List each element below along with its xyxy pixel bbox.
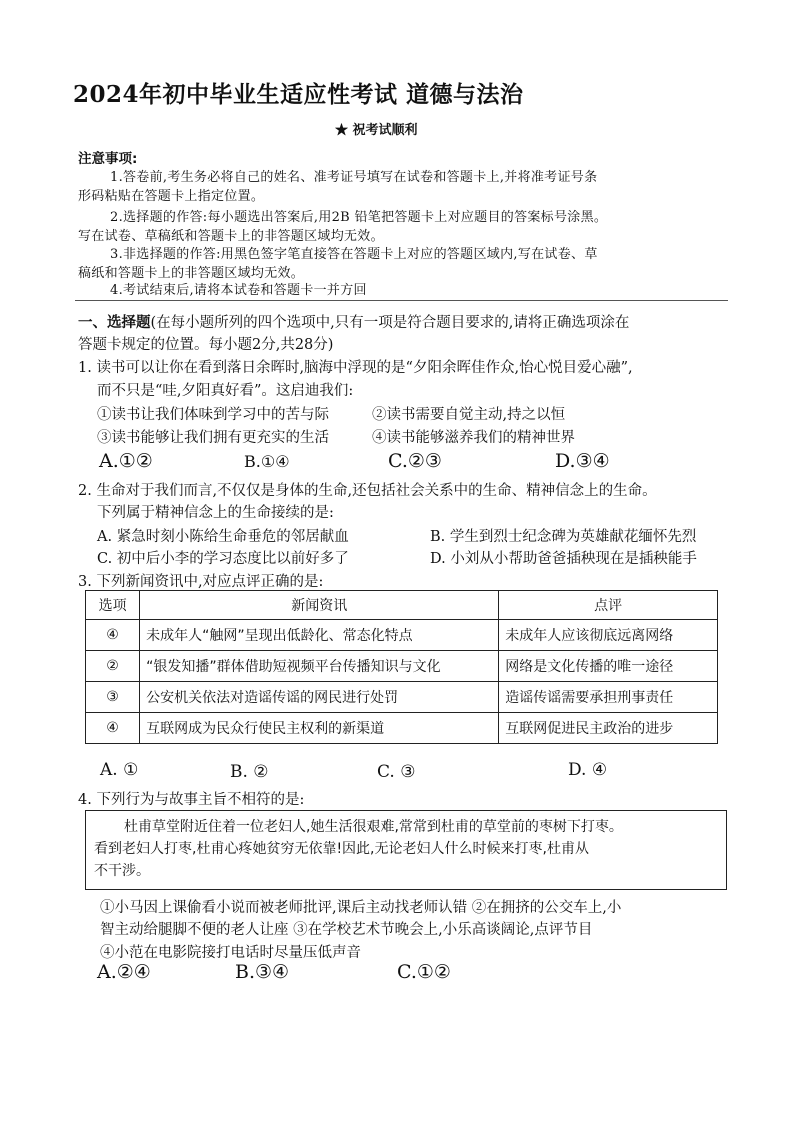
q2-option-b[interactable]: B. 学生到烈士纪念碑为英雄献花缅怀先烈 bbox=[430, 529, 697, 545]
table-cell: 未成年人应该彻底远离网络 bbox=[499, 620, 718, 651]
q4-option-c[interactable]: C.①② bbox=[397, 961, 451, 983]
table-cell: ② bbox=[86, 651, 140, 682]
q1-statement: ③读书能够让我们拥有更充实的生活 bbox=[97, 430, 329, 446]
table-cell: 互联网成为民众行使民主权利的新渠道 bbox=[140, 713, 499, 744]
story-line: 不干涉。 bbox=[94, 863, 150, 879]
section-desc-2: 答题卡规定的位置。每小题2分,共28分) bbox=[78, 337, 334, 353]
q3-stem: 3. 下列新闻资讯中,对应点评正确的是: bbox=[78, 574, 324, 590]
good-luck-line: ★ 祝考试顺利 bbox=[335, 123, 418, 138]
q2-option-a[interactable]: A. 紧急时刻小陈给生命垂危的邻居献血 bbox=[97, 529, 349, 545]
section-intro bbox=[78, 311, 629, 332]
q2-stem-2: 下列属于精神信念上的生命接续的是: bbox=[97, 505, 334, 521]
notice-heading: 注意事项: bbox=[78, 151, 138, 167]
story-line: 杜甫草堂附近住着一位老妇人,她生活很艰难,常常到杜甫的草堂前的枣树下打枣。 bbox=[124, 819, 623, 835]
exam-title: 2024年初中毕业生适应性考试 道德与法治 bbox=[73, 81, 524, 108]
table-header-row bbox=[86, 591, 718, 620]
story-line: 看到老妇人打枣,杜甫心疼她贫穷无依靠!因此,无论老妇人什么时候来打枣,杜甫从 bbox=[94, 841, 589, 857]
table-row bbox=[86, 682, 718, 713]
q2-stem: 2. 生命对于我们而言,不仅仅是身体的生命,还包括社会关系中的生命、精神信念上的生命。 bbox=[78, 483, 657, 499]
table-header: 新闻资讯 bbox=[140, 591, 499, 620]
notice-line: 形码粘贴在答题卡上指定位置。 bbox=[78, 189, 265, 204]
notice-line: 1.答卷前,考生务必将自己的姓名、准考证号填写在试卷和答题卡上,并将准考证号条 bbox=[110, 170, 598, 185]
news-table bbox=[85, 590, 718, 744]
q3-option-b[interactable]: B. ② bbox=[230, 762, 269, 782]
table-header: 选项 bbox=[86, 591, 140, 620]
q1-option-b[interactable]: B.①④ bbox=[244, 452, 290, 471]
q2-option-c[interactable]: C. 初中后小李的学习态度比以前好多了 bbox=[97, 551, 349, 567]
q4-statements-3: ④小范在电影院接打电话时尽量压低声音 bbox=[100, 945, 361, 961]
notice-line: 2.选择题的作答:每小题选出答案后,用2B 铅笔把答题卡上对应题目的答案标号涂黑。 bbox=[110, 210, 608, 225]
q4-option-b[interactable]: B.③④ bbox=[235, 961, 290, 983]
q1-stem: 1. 读书可以让你在看到落日余晖时,脑海中浮现的是“夕阳余晖佳作众,怡心悦目爱心融”, bbox=[78, 360, 633, 376]
table-cell: “银发知播”群体借助短视频平台传播知识与文化 bbox=[140, 651, 499, 682]
table-row bbox=[86, 713, 718, 744]
q1-statement: ②读书需要自觉主动,持之以恒 bbox=[372, 407, 566, 423]
notice-line: 4.考试结束后,请将本试卷和答题卡一并方回 bbox=[110, 283, 367, 298]
table-row bbox=[86, 651, 718, 682]
table-header: 点评 bbox=[499, 591, 718, 620]
table-cell: 造谣传谣需要承担刑事责任 bbox=[499, 682, 718, 713]
section-desc: (在每小题所列的四个选项中,只有一项是符合题目要求的,请将正确选项涂在 bbox=[150, 315, 630, 331]
divider-line bbox=[75, 300, 728, 301]
q1-option-c[interactable]: C.②③ bbox=[388, 450, 442, 472]
table-cell: ④ bbox=[86, 620, 140, 651]
q1-option-a[interactable]: A.①② bbox=[99, 450, 153, 472]
q1-option-d[interactable]: D.③④ bbox=[555, 450, 610, 472]
table-cell: ③ bbox=[86, 682, 140, 713]
table-cell: 网络是文化传播的唯一途径 bbox=[499, 651, 718, 682]
table-cell: 公安机关依法对造谣传谣的网民进行处罚 bbox=[140, 682, 499, 713]
q4-stem: 4. 下列行为与故事主旨不相符的是: bbox=[78, 792, 305, 808]
table-cell: ④ bbox=[86, 713, 140, 744]
q3-option-a[interactable]: A. ① bbox=[100, 760, 139, 780]
q1-stem-2: 而不只是“哇,夕阳真好看”。这启迪我们: bbox=[97, 383, 354, 399]
table-row bbox=[86, 620, 718, 651]
q2-option-d[interactable]: D. 小刘从小帮助爸爸插秧现在是插秧能手 bbox=[430, 551, 697, 567]
story-box bbox=[85, 810, 727, 890]
q3-option-d[interactable]: D. ④ bbox=[568, 760, 608, 780]
q4-statements-2: 智主动给腿脚不便的老人让座 ③在学校艺术节晚会上,小乐高谈阔论,点评节目 bbox=[100, 922, 593, 938]
notice-line: 稿纸和答题卡上的非答题区域均无效。 bbox=[78, 266, 305, 281]
q1-statement: ①读书让我们体味到学习中的苦与际 bbox=[97, 407, 329, 423]
q4-option-a[interactable]: A.②④ bbox=[97, 961, 151, 983]
notice-line: 3.非选择题的作答:用黑色签字笔直接答在答题卡上对应的答题区域内,写在试卷、草 bbox=[110, 247, 598, 262]
notice-line: 写在试卷、草稿纸和答题卡上的非答题区域均无效。 bbox=[78, 229, 384, 244]
q4-statements: ①小马因上课偷看小说而被老师批评,课后主动找老师认错 ②在拥挤的公交车上,小 bbox=[100, 900, 622, 916]
table-cell: 未成年人“触网”呈现出低龄化、常态化特点 bbox=[140, 620, 499, 651]
q3-option-c[interactable]: C. ③ bbox=[377, 762, 416, 782]
q1-statement: ④读书能够滋养我们的精神世界 bbox=[372, 430, 575, 446]
section-heading: 一、选择题 bbox=[78, 315, 151, 331]
table-cell: 互联网促进民主政治的进步 bbox=[499, 713, 718, 744]
